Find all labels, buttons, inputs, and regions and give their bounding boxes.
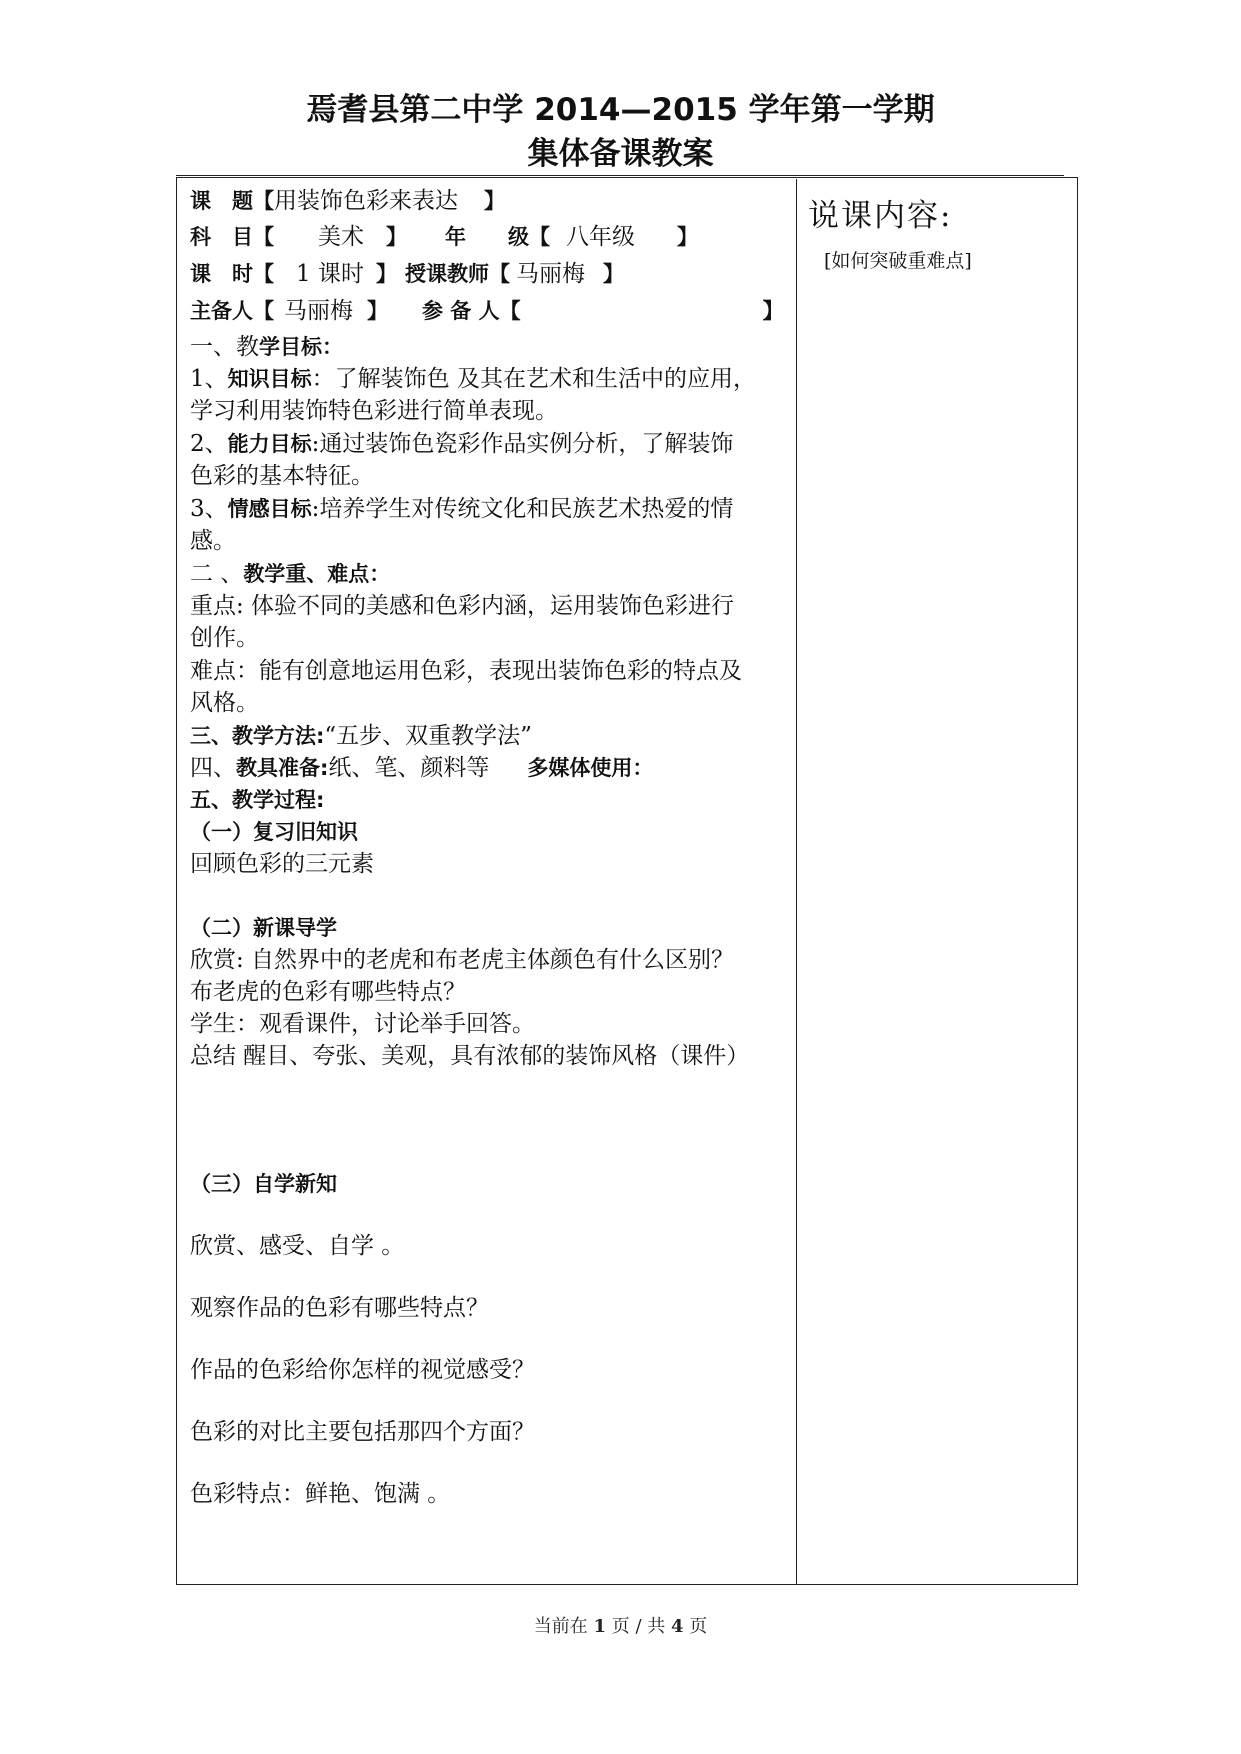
- hours-row: [190, 259, 624, 289]
- tools-row: [190, 753, 653, 783]
- participants-label: 参 备 人【: [422, 299, 521, 323]
- tools-heading: 教具准备:: [236, 756, 329, 780]
- goal-1-cont: 学习利用装饰特色彩进行简单表现。: [190, 398, 558, 424]
- goals-heading-text: 学目标：: [259, 335, 343, 359]
- footer-prefix: 当前在: [533, 1616, 588, 1637]
- topic-value: 用装饰色彩来表达: [274, 188, 458, 214]
- document-title: 焉耆县第二中学 2014—2015 学年第一学期: [306, 92, 935, 128]
- goals-heading: [190, 332, 343, 362]
- participants-close: 】: [762, 299, 784, 323]
- key-heading-text: 教学重、难点：: [243, 562, 391, 586]
- goal-2-text: :通过装饰色瓷彩作品实例分析，了解装饰: [311, 431, 734, 457]
- column-divider: [796, 179, 797, 1585]
- process-heading: 五、教学过程:: [190, 788, 325, 812]
- goal-2-cont: 色彩的基本特征。: [190, 463, 374, 489]
- goals-prefix: 一、教: [190, 334, 259, 360]
- step-2-heading: （二）新课导学: [190, 916, 337, 940]
- topic-row: [190, 186, 505, 216]
- tools-prefix: 四、: [190, 755, 236, 781]
- subject-label: 科 目【: [190, 225, 274, 249]
- goal-1: [190, 364, 756, 394]
- goal-1-num: 1、: [190, 366, 228, 392]
- goal-2-label: 能力目标: [227, 432, 312, 456]
- step-2-line-4: 总结 醒目、夸张、美观，具有浓郁的装饰风格（课件）: [190, 1043, 750, 1069]
- step-3-line-3: 作品的色彩给你怎样的视觉感受？: [190, 1357, 535, 1383]
- subject-close: 】: [386, 225, 407, 249]
- lecture-subheading: [如何突破重难点]: [824, 250, 972, 272]
- lead-close: 】: [367, 299, 388, 323]
- page-footer: [0, 1612, 1241, 1638]
- topic-close: 】: [484, 189, 505, 213]
- difficult-point-cont: 风格。: [190, 690, 259, 716]
- lead-label: 主备人【: [190, 299, 274, 323]
- difficult-point: 难点：能有创意地运用色彩，表现出装饰色彩的特点及: [190, 658, 742, 684]
- tools-text: 纸、笔、颜料等: [328, 755, 490, 781]
- subject-row: [190, 222, 698, 252]
- grade-value: 八年级: [566, 224, 635, 250]
- goal-3-label: 情感目标: [227, 497, 312, 521]
- step-3-line-5: 色彩特点：鲜艳、饱满 。: [190, 1481, 451, 1507]
- step-3-line-4: 色彩的对比主要包括那四个方面？: [190, 1419, 535, 1445]
- key-point-cont: 创作。: [190, 625, 259, 651]
- step-2-line-3: 学生：观看课件，讨论举手回答。: [190, 1011, 535, 1037]
- footer-suffix: 页: [689, 1616, 708, 1637]
- lecture-heading: 说课内容:: [808, 198, 953, 234]
- subject-value: 美术: [318, 224, 364, 250]
- step-1-heading: （一）复习旧知识: [190, 820, 358, 844]
- lecture-notes-column: [808, 196, 1068, 273]
- step-3-line-2: 观察作品的色彩有哪些特点？: [190, 1295, 489, 1321]
- teacher-label: 授课教师【: [404, 262, 510, 286]
- hours-value: 1 课时: [296, 261, 364, 287]
- total-pages-number: 4: [670, 1616, 684, 1637]
- goal-3-cont: 感。: [190, 528, 236, 554]
- step-2-line-1: 欣赏: 自然界中的老虎和布老虎主体颜色有什么区别？: [190, 947, 735, 973]
- key-point: 重点: 体验不同的美感和色彩内涵，运用装饰色彩进行: [190, 593, 735, 619]
- goal-2-num: 2、: [190, 431, 228, 457]
- media-label: 多媒体使用：: [527, 756, 654, 780]
- current-page-number: 1: [593, 1616, 606, 1637]
- method-text: “五步、双重教学法”: [324, 723, 532, 749]
- goal-3-text: :培养学生对传统文化和民族艺术热爱的情: [311, 496, 734, 522]
- step-3-heading: （三）自学新知: [190, 1172, 337, 1196]
- step-3-line-1: 欣赏、感受、自学 。: [190, 1233, 405, 1259]
- document-subtitle: 集体备课教案: [527, 136, 714, 172]
- topic-label: 课 题【: [190, 189, 274, 213]
- step-1-text: 回顾色彩的三元素: [190, 851, 374, 877]
- method-row: [190, 721, 532, 751]
- lead-row: [190, 296, 784, 326]
- grade-label: 年 级【: [445, 225, 550, 249]
- grade-close: 】: [677, 225, 698, 249]
- key-prefix: 二 、: [190, 561, 244, 587]
- goal-2: [190, 429, 733, 459]
- hours-close: 】: [375, 262, 397, 286]
- teacher-close: 】: [602, 262, 624, 286]
- footer-mid: 页 / 共: [611, 1616, 666, 1637]
- lead-value: 马丽梅: [284, 298, 353, 324]
- goal-1-label: 知识目标: [227, 367, 312, 391]
- key-points-heading: [190, 559, 390, 589]
- goal-3-num: 3、: [190, 496, 228, 522]
- goal-1-text: ：了解装饰色 及其在艺术和生活中的应用，: [311, 366, 756, 392]
- teacher-value: 马丽梅: [515, 261, 585, 287]
- hours-label: 课 时【: [190, 262, 274, 286]
- table-top-border: [176, 175, 1064, 176]
- goal-3: [190, 494, 733, 524]
- step-2-line-2: 布老虎的色彩有哪些特点？: [190, 979, 466, 1005]
- method-heading: 三、教学方法:: [190, 724, 325, 748]
